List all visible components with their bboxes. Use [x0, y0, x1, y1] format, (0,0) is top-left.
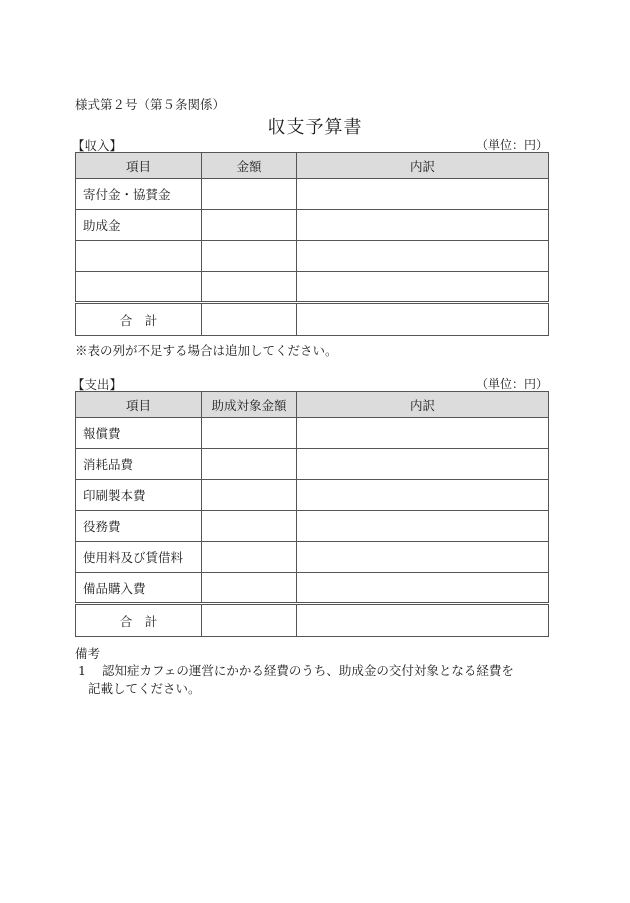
table-row — [76, 542, 549, 573]
income-amount-cell[interactable] — [202, 272, 297, 303]
expense-amount-cell[interactable] — [202, 449, 297, 480]
income-detail-cell[interactable] — [297, 179, 549, 210]
income-detail-cell[interactable] — [297, 210, 549, 241]
income-section-label: 【収入】 — [72, 138, 123, 153]
expense-detail-cell[interactable] — [297, 449, 549, 480]
expense-amount-cell[interactable] — [202, 480, 297, 511]
expense-total-label: 合 計 — [76, 604, 202, 637]
expense-unit-label: （単位：円） — [475, 377, 548, 391]
income-amount-cell[interactable] — [202, 210, 297, 241]
income-note: ※表の列が不足する場合は追加してください。 — [75, 343, 338, 358]
table-row — [76, 272, 549, 303]
expense-total-amount[interactable] — [202, 604, 297, 637]
table-row — [76, 210, 549, 241]
income-col-amount: 金額 — [202, 153, 297, 179]
income-amount-cell[interactable] — [202, 241, 297, 272]
expense-table — [75, 391, 549, 637]
expense-total-row — [76, 604, 549, 637]
income-col-item: 項目 — [76, 153, 202, 179]
income-detail-cell[interactable] — [297, 272, 549, 303]
table-row — [76, 480, 549, 511]
table-row — [76, 511, 549, 542]
expense-amount-cell[interactable] — [202, 573, 297, 604]
income-item-cell[interactable] — [76, 272, 202, 303]
expense-total-detail[interactable] — [297, 604, 549, 637]
document-title: 収支予算書 — [267, 117, 363, 138]
income-total-row — [76, 303, 549, 336]
expense-item-cell: 印刷製本費 — [76, 480, 202, 511]
expense-col-detail: 内訳 — [297, 392, 549, 418]
expense-col-item: 項目 — [76, 392, 202, 418]
expense-detail-cell[interactable] — [297, 511, 549, 542]
income-detail-cell[interactable] — [297, 241, 549, 272]
expense-detail-cell[interactable] — [297, 480, 549, 511]
expense-detail-cell[interactable] — [297, 573, 549, 604]
expense-item-cell: 使用料及び賃借料 — [76, 542, 202, 573]
expense-item-cell: 消耗品費 — [76, 449, 202, 480]
expense-item-cell: 報償費 — [76, 418, 202, 449]
expense-detail-cell[interactable] — [297, 542, 549, 573]
table-row — [76, 573, 549, 604]
expense-amount-cell[interactable] — [202, 418, 297, 449]
remarks-title: 備考 — [75, 646, 101, 661]
table-row — [76, 418, 549, 449]
income-total-amount[interactable] — [202, 303, 297, 336]
expense-header-row — [76, 392, 549, 418]
income-table — [75, 152, 549, 336]
remarks-item-text-line2: 記載してください。 — [88, 681, 201, 696]
income-unit-label: （単位：円） — [475, 138, 548, 152]
expense-item-cell: 役務費 — [76, 511, 202, 542]
income-item-cell[interactable]: 助成金 — [76, 210, 202, 241]
expense-col-amount: 助成対象金額 — [202, 392, 297, 418]
remarks-item-number: 1 — [78, 663, 86, 678]
table-row — [76, 179, 549, 210]
expense-amount-cell[interactable] — [202, 542, 297, 573]
form-number: 様式第２号（第５条関係） — [75, 97, 226, 112]
remarks-item — [78, 662, 558, 698]
expense-amount-cell[interactable] — [202, 511, 297, 542]
remarks-item-text-line1: 認知症カフェの運営にかかる経費のうち、助成金の交付対象となる経費を — [102, 663, 514, 678]
income-item-cell[interactable] — [76, 241, 202, 272]
income-header-row — [76, 153, 549, 179]
income-total-detail[interactable] — [297, 303, 549, 336]
income-amount-cell[interactable] — [202, 179, 297, 210]
expense-item-cell: 備品購入費 — [76, 573, 202, 604]
expense-section-label: 【支出】 — [72, 377, 123, 392]
income-total-label: 合 計 — [76, 303, 202, 336]
income-col-detail: 内訳 — [297, 153, 549, 179]
table-row — [76, 449, 549, 480]
income-item-cell[interactable]: 寄付金・協賛金 — [76, 179, 202, 210]
expense-detail-cell[interactable] — [297, 418, 549, 449]
table-row — [76, 241, 549, 272]
